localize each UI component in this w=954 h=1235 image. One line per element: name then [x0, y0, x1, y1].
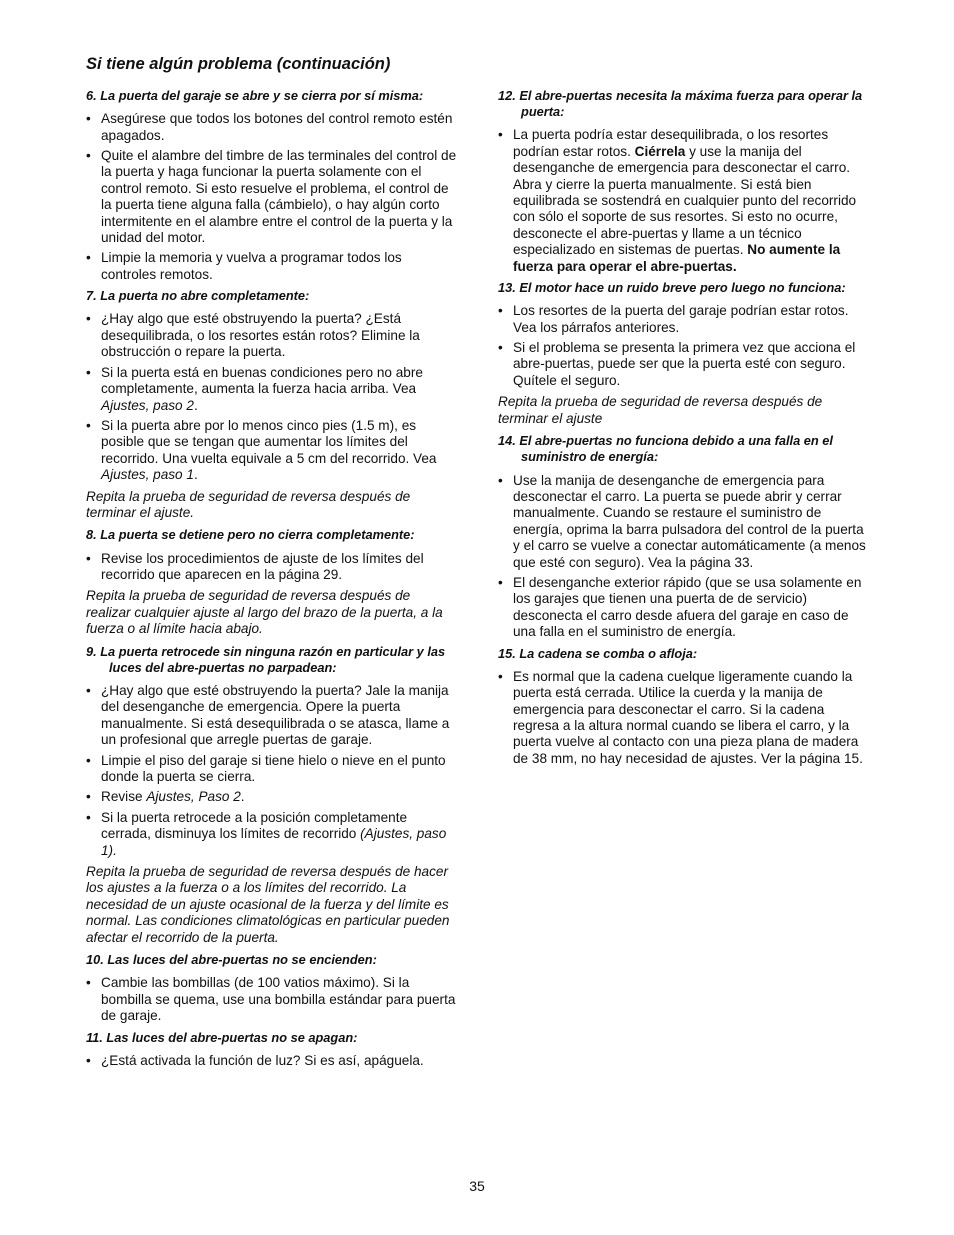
item-text: Revise — [101, 789, 147, 805]
list-item — [86, 810, 458, 859]
item-text: Si la puerta abre por lo menos cinco pies (1.5 m), es posible que se tengan que aumentar los límites del recorrido. Una vuelta equivale a 5 cm del recorrido. Vea — [101, 417, 437, 466]
bullet-glyph: • — [86, 311, 91, 327]
section-9-list — [86, 683, 458, 859]
bullet-glyph: • — [86, 550, 91, 566]
section-9-note: Repita la prueba de seguridad de reversa después de hacer los ajustes a la fuerza o a los límites del recorrido. La necesidad de un ajuste ocasional de la fuerza y del límite es normal. Las condiciones climatológicas en particular pueden afectar el recorrido de la puerta. — [86, 864, 450, 945]
bullet-glyph: • — [86, 250, 91, 266]
list-item — [86, 789, 458, 805]
list-item — [498, 575, 870, 641]
section-12-list — [498, 127, 870, 275]
item-text: Los resortes de la puerta del garaje podrían estar rotos. Vea los párrafos anteriores. — [513, 303, 849, 335]
item-text: Si la puerta está en buenas condiciones pero no abre completamente, aumenta la fuerza hacia arriba. Vea — [101, 364, 423, 397]
section-10-list — [86, 975, 458, 1024]
section-heading-15: 15. La cadena se comba o afloja: — [498, 645, 698, 661]
item-ref: Ajustes, paso 2 — [101, 397, 194, 413]
list-item — [86, 975, 458, 1024]
item-text: y use la manija del desenganche de emergencia para desconectar el carro. Abra y cierre la puerta manualmente. Si está bien equilibrada se sostendrá en cualquier punto del recorrido con sólo el soporte de sus resortes. Si esto no ocurre, desconecte el abre-puertas y llame a un técnico especializado en sistemas de puertas. — [513, 143, 857, 258]
item-text: ¿Hay algo que esté obstruyendo la puerta? ¿Está desequilibrada, o los resortes están rotos? Elimine la obstrucción o repare la puerta. — [101, 311, 420, 360]
bullet-glyph: • — [498, 574, 503, 590]
item-text: ¿Está activada la función de luz? Si es así, apáguela. — [101, 1052, 424, 1068]
list-item — [86, 311, 458, 360]
section-11-list — [86, 1053, 458, 1069]
section-6-list — [86, 111, 458, 283]
section-8-list — [86, 551, 458, 584]
item-text: Si la puerta retrocede a la posición completamente cerrada, disminuya los límites de recorrido — [101, 809, 408, 842]
item-text: Use la manija de desenganche de emergencia para desconectar el carro. La puerta se puede abrir y cerrar manualmente. Cuando se restaure el suministro de energía, oprima la barra pulsadora del control de la puerta y el carro se vuelve a conectar automáticamente (a menos que esté con seguro). Vea la página 33. — [513, 472, 866, 570]
list-item — [86, 1053, 458, 1069]
section-14-list — [498, 473, 870, 641]
item-ref: Ajustes, Paso 2 — [146, 789, 241, 805]
list-item — [86, 551, 458, 584]
item-text: Cambie las bombillas (de 100 vatios máximo). Si la bombilla se quema, use una bombilla estándar para puerta de garaje. — [101, 975, 456, 1024]
item-text: . — [193, 467, 198, 483]
bullet-glyph: • — [86, 1052, 91, 1068]
bullet-glyph: • — [86, 789, 91, 805]
item-text: ¿Hay algo que esté obstruyendo la puerta? Jale la manija del desenganche de emergencia. Opere la puerta manualmente. Si está desequilibrada o se atasca, llame a un profesional que arregle puertas de garaje. — [101, 682, 450, 748]
bullet-glyph: • — [86, 364, 91, 380]
section-heading-9: 9. La puerta retrocede sin ninguna razón en particular y las luces del abre-puertas no parpadean: — [86, 643, 446, 675]
item-text: Si el problema se presenta la primera vez que acciona el abre-puertas, puede ser que la puerta esté con seguro. Quítele el seguro. — [513, 340, 856, 388]
list-item — [498, 340, 870, 389]
list-item — [86, 148, 458, 246]
section-heading-8: 8. La puerta se detiene pero no cierra completamente: — [86, 527, 415, 543]
item-text: Es normal que la cadena cuelque ligeramente cuando la puerta está cerrada. Utilice la cuerda y la manija de emergencia para desconectar el carro. Si la cadena regresa a la altura normal cuando se libera el carro, y la puerta vuelve al contacto con una pieza plana de madera de 38 mm, no hay necesidad de ajustes. Ver la página 15. — [513, 668, 863, 766]
item-text: Asegúrese que todos los botones del control remoto estén apagados. — [101, 111, 453, 143]
item-text: Limpie la memoria y vuelva a programar todos los controles remotos. — [101, 250, 402, 282]
section-heading-13: 13. El motor hace un ruido breve pero luego no funciona: — [498, 280, 846, 296]
item-emphasis: No aumente la fuerza para operar el abre-puertas. — [513, 242, 841, 274]
item-text: Limpie el piso del garaje si tiene hielo o nieve en el punto donde la puerta se cierra. — [101, 752, 446, 785]
list-item — [86, 365, 458, 414]
list-item — [498, 127, 870, 275]
bullet-glyph: • — [498, 472, 503, 488]
list-item — [86, 250, 458, 283]
bullet-glyph: • — [86, 809, 91, 825]
right-column — [498, 88, 870, 772]
item-text: . — [193, 397, 198, 413]
item-emphasis: Ciérrela — [634, 143, 686, 159]
bullet-glyph: • — [86, 417, 91, 433]
section-13-note: Repita la prueba de seguridad de reversa después de terminar el ajuste — [498, 394, 823, 426]
item-text: La puerta podría estar desequilibrada, o los resortes podrían estar rotos. — [513, 127, 829, 159]
left-column — [86, 88, 458, 1074]
bullet-glyph: • — [498, 303, 503, 319]
item-ref: (Ajustes, paso 1). — [101, 826, 447, 858]
page-title: Si tiene algún problema (continuación) — [86, 55, 391, 73]
item-text: . — [240, 789, 245, 805]
section-7-note: Repita la prueba de seguridad de reversa después de terminar el ajuste. — [86, 488, 411, 520]
bullet-glyph: • — [86, 752, 91, 768]
bullet-glyph: • — [86, 111, 91, 127]
item-ref: Ajustes, paso 1 — [101, 467, 194, 483]
bullet-glyph: • — [86, 682, 91, 698]
item-text: Quite el alambre del timbre de las terminales del control de la puerta y haga funcionar la puerta solamente con el control remoto. Si esto resuelve el problema, el control de la puerta tiene alguna falla (cámbielo), o hay algún corto intermitente en el alambre entre el control de la puerta y la unidad del motor. — [101, 148, 457, 246]
list-item — [86, 418, 458, 484]
section-heading-7: 7. La puerta no abre completamente: — [86, 288, 310, 304]
list-item — [498, 669, 870, 767]
section-8-note: Repita la prueba de seguridad de reversa después de realizar cualquier ajuste al largo del brazo de la puerta, a la fuerza o al límite hacia abajo. — [86, 588, 443, 637]
section-15-list — [498, 669, 870, 767]
page-number: 35 — [469, 1178, 485, 1194]
bullet-glyph: • — [498, 340, 503, 356]
bullet-glyph: • — [498, 127, 503, 143]
list-item — [498, 303, 870, 336]
item-text: El desenganche exterior rápido (que se usa solamente en los garajes que tienen una puerta de de servicio) desconecta el carro desde afuera del garaje en caso de una falla en el suministro de energía. — [513, 574, 862, 640]
section-heading-11: 11. Las luces del abre-puertas no se apagan: — [86, 1029, 358, 1045]
section-heading-12: 12. El abre-puertas necesita la máxima fuerza para operar la puerta: — [498, 88, 863, 120]
list-item — [498, 473, 870, 571]
section-13-list — [498, 303, 870, 389]
section-heading-6: 6. La puerta del garaje se abre y se cierra por sí misma: — [86, 88, 424, 103]
bullet-glyph: • — [86, 975, 91, 991]
section-heading-10: 10. Las luces del abre-puertas no se encienden: — [86, 952, 377, 968]
list-item — [86, 111, 458, 144]
bullet-glyph: • — [86, 148, 91, 164]
bullet-glyph: • — [498, 668, 503, 684]
list-item — [86, 753, 458, 786]
section-heading-14: 14. El abre-puertas no funciona debido a una falla en el suministro de energía: — [498, 433, 833, 465]
item-text: Revise los procedimientos de ajuste de los límites del recorrido que aparecen en la página 29. — [101, 550, 424, 582]
list-item — [86, 683, 458, 749]
section-7-list — [86, 311, 458, 483]
